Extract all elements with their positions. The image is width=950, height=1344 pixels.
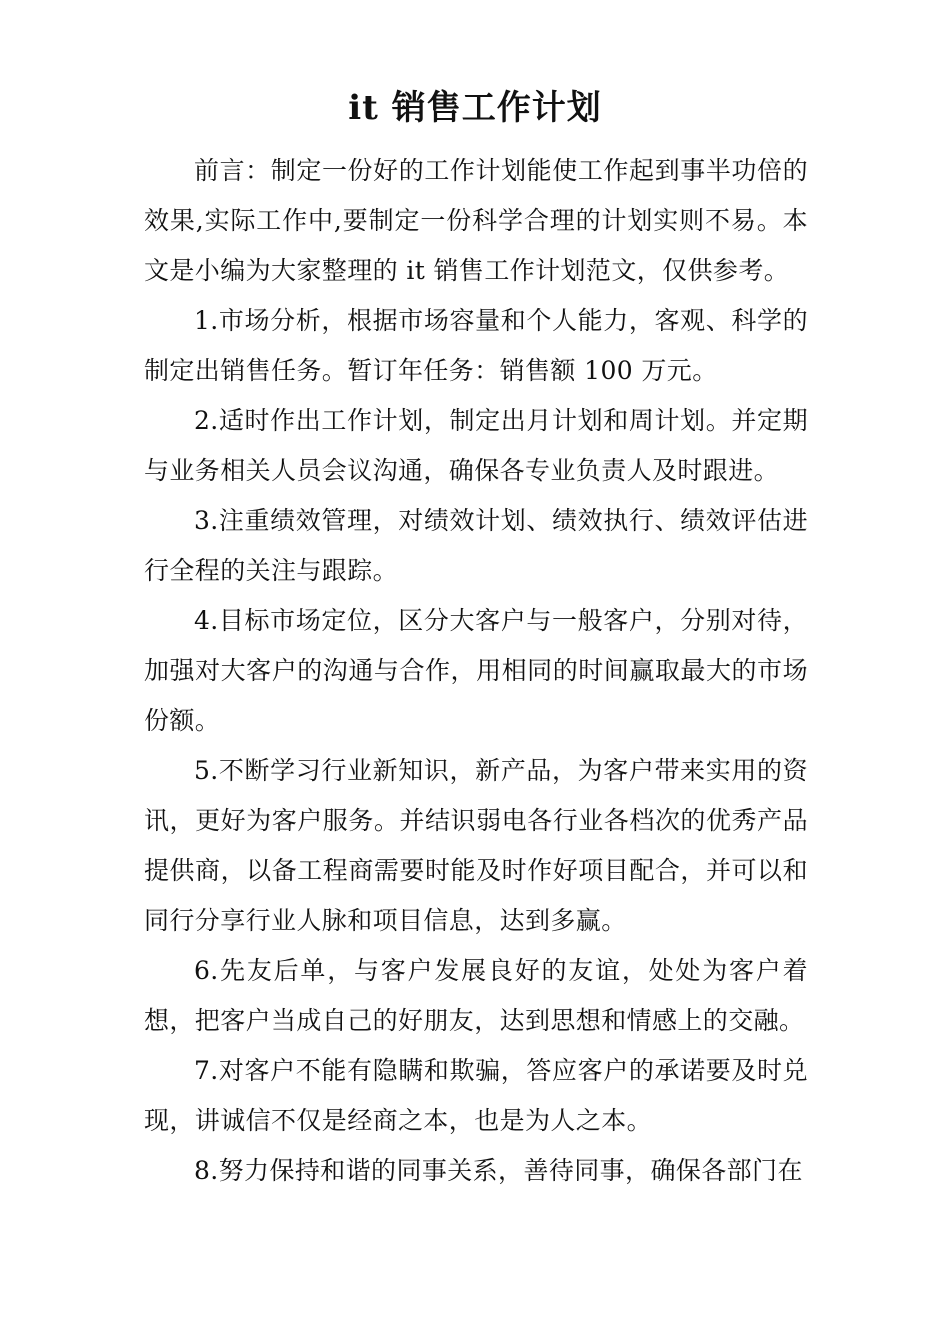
paragraph-item-4: 4.目标市场定位，区分大客户与一般客户，分别对待，加强对大客户的沟通与合作，用相同的时间赢取最大的市场份额。 [144,606,808,735]
paragraph-item-8: 8.努力保持和谐的同事关系，善待同事，确保各部门在 [194,1156,803,1185]
document-title: it 销售工作计划 [348,88,602,128]
paragraph-item-3: 3.注重绩效管理，对绩效计划、绩效执行、绩效评估进行全程的关注与跟踪。 [144,506,808,585]
paragraph-preface: 前言：制定一份好的工作计划能使工作起到事半功倍的效果,实际工作中,要制定一份科学合理的计划实则不易。本文是小编为大家整理的 it 销售工作计划范文，仅供参考。 [144,156,808,285]
paragraph-item-7: 7.对客户不能有隐瞒和欺骗，答应客户的承诺要及时兑现，讲诚信不仅是经商之本，也是为人之本。 [144,1056,808,1135]
document-body [144,146,808,1196]
paragraph-item-6: 6.先友后单，与客户发展良好的友谊，处处为客户着想，把客户当成自己的好朋友，达到思想和情感上的交融。 [144,956,808,1035]
paragraph-item-1: 1.市场分析，根据市场容量和个人能力，客观、科学的制定出销售任务。暂订年任务：销售额 100 万元。 [144,306,808,385]
paragraph-item-5: 5.不断学习行业新知识，新产品，为客户带来实用的资讯，更好为客户服务。并结识弱电各行业各档次的优秀产品提供商，以备工程商需要时能及时作好项目配合，并可以和同行分享行业人脉和项目信息，达到多赢。 [144,756,808,935]
paragraph-item-2: 2.适时作出工作计划，制定出月计划和周计划。并定期与业务相关人员会议沟通，确保各专业负责人及时跟进。 [144,406,808,485]
